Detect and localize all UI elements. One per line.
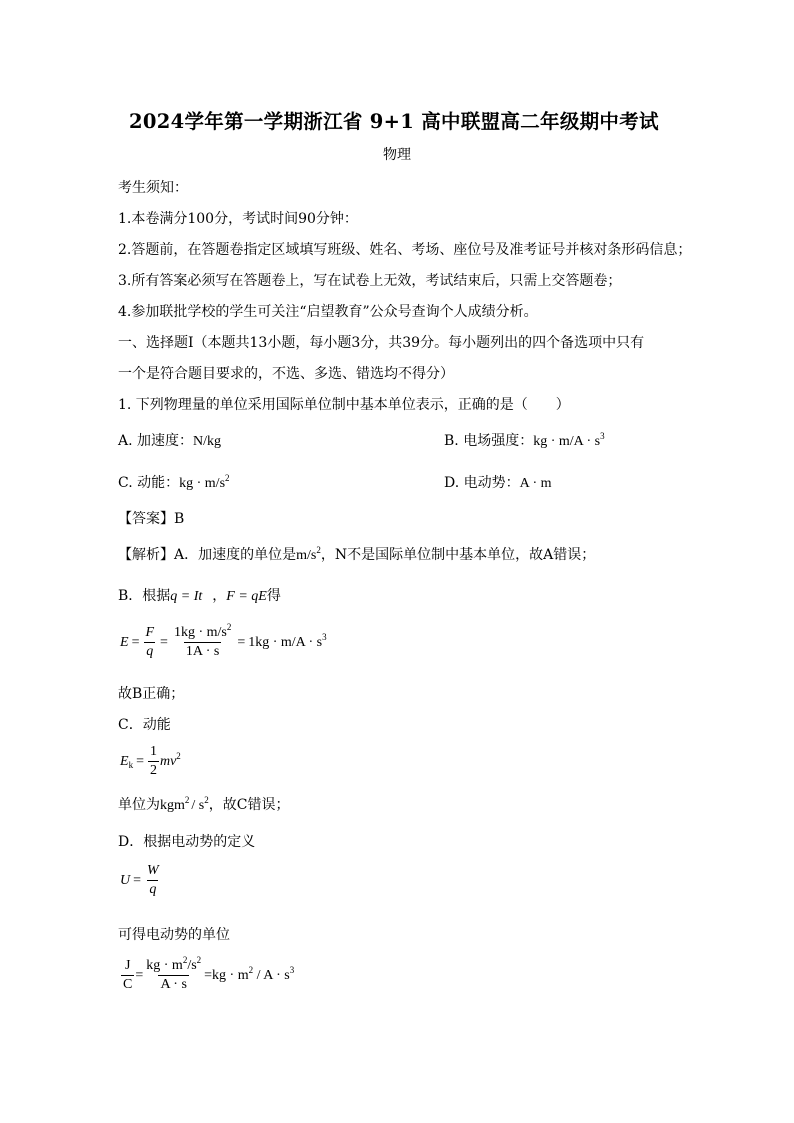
analysis-c-unit-b: / s: [191, 798, 205, 813]
analysis-a-pre: A．加速度的单位是: [174, 547, 297, 563]
eq1-fraction-units: [172, 622, 233, 660]
eq1-equals: =: [131, 634, 140, 650]
eq1-equals-2: =: [160, 634, 168, 650]
eq1-rhs-exp: 3: [322, 631, 327, 642]
analysis-d-heading: D．根据电动势的定义: [118, 834, 256, 850]
eq2-den: 2: [149, 763, 157, 778]
eq3-lhs: U: [120, 872, 131, 888]
eq1-f-den: q: [146, 644, 154, 659]
eq1-rhs-text: 1kg · m/A · s: [248, 634, 323, 650]
option-a-label: A. 加速度：: [118, 433, 194, 449]
option-c-label: C. 动能：: [118, 475, 180, 491]
eq3-equals: =: [133, 872, 142, 888]
eq4-unit-num-text: kg · m: [146, 958, 183, 973]
analysis-c-unit-b-exp: 2: [204, 795, 209, 805]
exam-title: 2024学年第一学期浙江省 9+1 高中联盟高二年级期中考试: [129, 110, 659, 133]
analysis-c-heading: C．动能: [118, 717, 171, 733]
eq1-lhs: E: [120, 634, 129, 650]
eq1-rhs: [248, 631, 327, 651]
eq4-unit-num-exp: 2: [182, 955, 188, 965]
eq1-unit-num-text: 1kg · m/s: [173, 625, 227, 640]
eq1-unit-num-exp: 2: [226, 622, 232, 632]
notice-item-1: 1.本卷满分100分，考试时间90分钟：: [118, 211, 358, 227]
eq4-rhs-tail: / A · s: [253, 967, 290, 983]
notice-item-4: 4.参加联批学校的学生可关注“启望教育”公众号查询个人成绩分析。: [118, 304, 538, 320]
answer-line: [118, 510, 184, 528]
eq4-rhs: [204, 964, 295, 984]
eq4-unit-den: A · s: [160, 977, 187, 992]
option-d-unit: A · m: [519, 476, 552, 491]
analysis-c-unit-a-exp: 2: [184, 795, 190, 805]
analysis-b-line: [118, 587, 281, 606]
eq3-num: W: [147, 863, 159, 878]
option-d-label: D. 电动势：: [444, 475, 520, 491]
analysis-c-unit-a: kgm: [160, 798, 185, 813]
option-b-label: B. 电场强度：: [444, 433, 534, 449]
option-d: [444, 474, 552, 493]
option-b: [444, 432, 605, 451]
eq2-fraction-half: [148, 744, 159, 779]
eq4-rhs-text: =kg · m: [204, 967, 249, 983]
eq4-rhs-tail-exp: 3: [289, 964, 295, 975]
analysis-c-unit-line: [118, 796, 289, 815]
option-c-unit: kg · m/s: [179, 476, 226, 491]
section-heading-line1: 一、选择题Ⅰ（本题共13小题，每小题3分，共39分。每小题列出的四个备选项中只有: [118, 335, 645, 351]
eq1-equals-3: =: [237, 634, 246, 650]
formula-q-it: q = It: [170, 589, 203, 604]
analysis-c-pre: 单位为: [118, 797, 160, 813]
section-heading-line2: 一个是符合题目要求的，不选、多选、错选均不得分）: [118, 366, 454, 382]
eq1-f-num: F: [145, 625, 155, 640]
answer-value: B: [174, 511, 185, 527]
eq3-fraction-w-q: [145, 863, 161, 898]
equation-ek: [120, 744, 181, 779]
eq4-equals: =: [135, 967, 144, 983]
eq4-fraction-units: [144, 955, 203, 993]
eq4-f-den: C: [123, 977, 133, 992]
analysis-b-conclusion: 故B正确；: [118, 686, 185, 702]
answer-tag: 【答案】: [118, 511, 174, 527]
eq1-unit-num: [172, 622, 233, 642]
option-b-exponent: 3: [600, 431, 605, 441]
formula-f-qe: F = qE: [226, 589, 267, 604]
eq4-unit-num: [144, 955, 203, 975]
eq2-equals: =: [136, 753, 144, 769]
eq1-fraction-f-q: [143, 625, 156, 660]
equation-u-wq: [120, 863, 162, 898]
analysis-tag: 【解析】: [118, 547, 174, 563]
notice-item-3: 3.所有答案必须写在答题卷上，写在试卷上无效，考试结束后，只需上交答题卷；: [118, 273, 622, 289]
analysis-a-post: ，N不是国际单位制中基本单位，故A错误；: [320, 547, 596, 563]
option-c: [118, 474, 230, 493]
eq4-rhs-exp: 2: [248, 964, 254, 975]
option-c-exponent: 2: [225, 473, 230, 483]
analysis-c-post: ，故C错误；: [208, 797, 290, 813]
eq4-fraction-j-c: [121, 958, 134, 993]
eq2-lhs-sub: k: [128, 759, 134, 770]
analysis-a-unit: m/s: [296, 548, 317, 563]
option-a: [118, 432, 221, 451]
eq2-lhs-text: E: [120, 753, 129, 769]
eq1-unit-den: 1A · s: [185, 644, 220, 659]
eq2-rhs: [159, 750, 181, 770]
analysis-b-pre: B．根据: [118, 588, 171, 604]
eq2-lhs: [120, 754, 133, 770]
analysis-a-line: [118, 546, 595, 565]
eq2-rhs-text: mv: [159, 753, 177, 769]
eq2-num: 1: [149, 744, 157, 759]
subject-label: 物理: [383, 147, 411, 163]
analysis-d-line: 可得电动势的单位: [118, 927, 230, 943]
notice-heading: 考生须知：: [118, 180, 188, 196]
analysis-b-sep: ，: [212, 588, 227, 604]
eq3-den: q: [149, 882, 157, 897]
eq4-f-num: J: [124, 958, 131, 973]
option-a-unit: N/kg: [193, 434, 222, 449]
analysis-b-post: 得: [266, 588, 281, 604]
eq2-rhs-exp: 2: [176, 750, 181, 761]
equation-e-units: [120, 622, 327, 660]
analysis-a-exponent: 2: [316, 545, 321, 555]
eq4-unit-num-tail-exp: 2: [196, 955, 202, 965]
question-stem: 1. 下列物理量的单位采用国际单位制中基本单位表示，正确的是（ ）: [118, 397, 570, 413]
notice-item-2: 2.答题前，在答题卷指定区域填写班级、姓名、考场、座位号及准考证号并核对条形码信息；: [118, 242, 692, 258]
eq4-unit-num-tail: /s: [187, 958, 197, 973]
equation-j-c-units: [120, 955, 295, 993]
option-b-unit: kg · m/A · s: [533, 434, 601, 449]
